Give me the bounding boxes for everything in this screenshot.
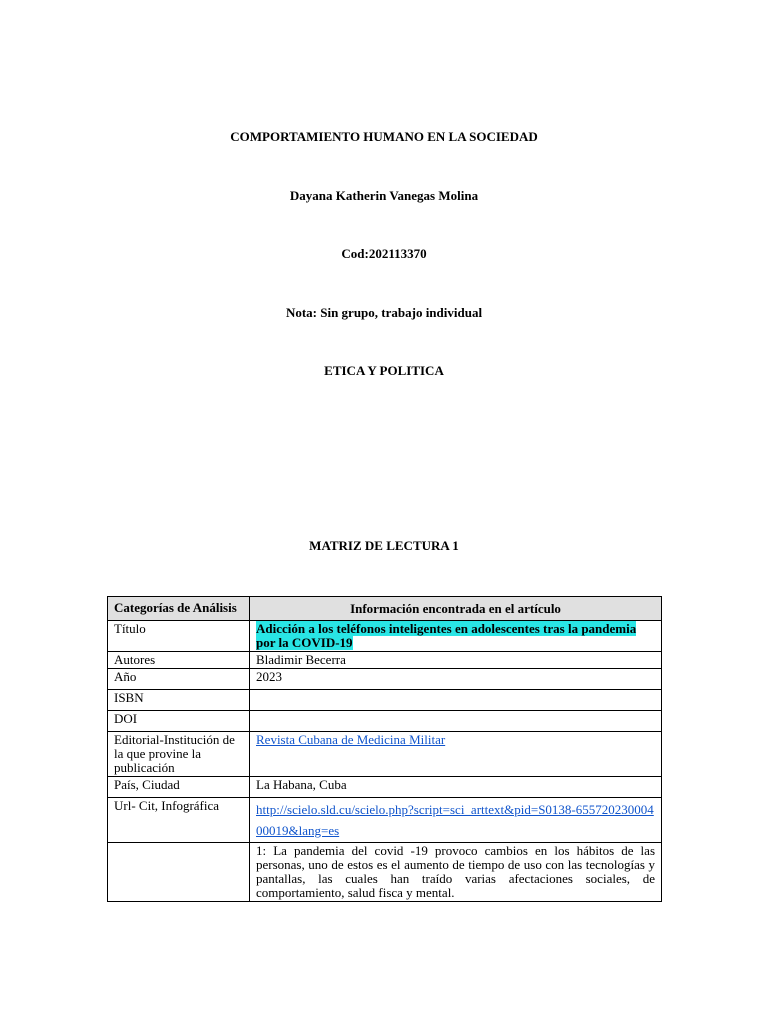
table-row — [108, 798, 662, 843]
row-value: 2023 — [250, 669, 662, 690]
publisher-link[interactable]: Revista Cubana de Medicina Militar — [256, 732, 446, 747]
row-value: La Habana, Cuba — [250, 777, 662, 798]
row-label: País, Ciudad — [108, 777, 250, 798]
table-row — [108, 690, 662, 711]
row-value — [250, 621, 662, 652]
row-value — [250, 711, 662, 732]
author-name: Dayana Katherin Vanegas Molina — [289, 188, 479, 203]
row-label — [108, 843, 250, 902]
reading-matrix-table — [107, 596, 662, 902]
table-row — [108, 711, 662, 732]
row-value: Bladimir Becerra — [250, 652, 662, 669]
row-label: Editorial-Institución de la que provine la publicación — [108, 732, 250, 777]
row-value — [250, 732, 662, 777]
document-title: COMPORTAMIENTO HUMANO EN LA SOCIEDAD — [230, 129, 538, 144]
highlighted-title: Adicción a los teléfonos inteligentes en adolescentes tras la pandemia por la COVID-19 — [256, 621, 637, 650]
header-categories: Categorías de Análisis — [108, 597, 250, 621]
group-note: Nota: Sin grupo, trabajo individual — [285, 305, 483, 320]
article-url-link[interactable]: http://scielo.sld.cu/scielo.php?script=sci_arttext&pid=S0138-65572023000400019&lang=es — [256, 802, 654, 838]
row-label: DOI — [108, 711, 250, 732]
matrix-title: MATRIZ DE LECTURA 1 — [309, 538, 459, 553]
row-label: Autores — [108, 652, 250, 669]
table-row — [108, 652, 662, 669]
row-label: Url- Cit, Infográfica — [108, 798, 250, 843]
table-row — [108, 732, 662, 777]
table-row — [108, 669, 662, 690]
table-row — [108, 843, 662, 902]
table-row — [108, 621, 662, 652]
course-name: ETICA Y POLITICA — [324, 363, 444, 378]
row-label: Título — [108, 621, 250, 652]
row-value: 1: La pandemia del covid -19 provoco cambios en los hábitos de las personas, uno de estos es el aumento de tiempo de uso con las tecnologías y pantallas, las cuales han traído varias afectaciones sociales, de comportamiento, salud fisca y mental. — [250, 843, 662, 902]
student-code: Cod:202113370 — [341, 246, 427, 261]
table-row — [108, 777, 662, 798]
header-information: Información encontrada en el artículo — [250, 597, 662, 621]
row-value — [250, 690, 662, 711]
table-header-row — [108, 597, 662, 621]
row-value — [250, 798, 662, 843]
row-label: ISBN — [108, 690, 250, 711]
row-label: Año — [108, 669, 250, 690]
